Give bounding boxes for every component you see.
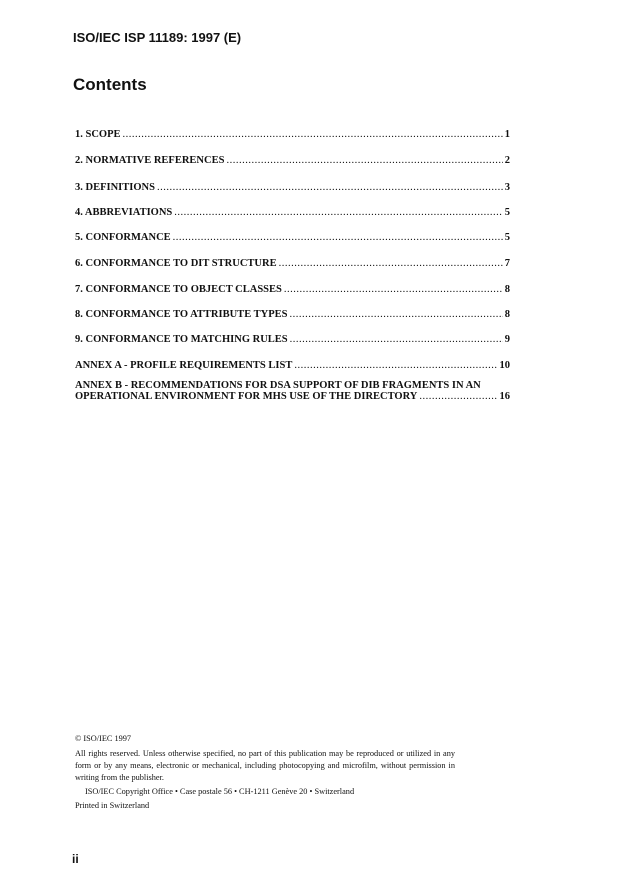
- toc-leader: [294, 360, 497, 371]
- toc-label: ANNEX A - PROFILE REQUIREMENTS LIST: [75, 360, 293, 371]
- toc-page: 8: [504, 284, 510, 295]
- toc-label: 2. NORMATIVE REFERENCES: [75, 155, 225, 166]
- toc-label: OPERATIONAL ENVIRONMENT FOR MHS USE OF THE DIRECTORY: [75, 391, 418, 402]
- toc-label: 5. CONFORMANCE: [75, 232, 171, 243]
- toc-entry-annex-b[interactable]: [75, 380, 510, 402]
- toc-entry[interactable]: [75, 207, 510, 218]
- toc-leader: [157, 182, 503, 193]
- toc-page: 5: [504, 232, 510, 243]
- toc-label: 8. CONFORMANCE TO ATTRIBUTE TYPES: [75, 309, 288, 320]
- toc-page: 8: [504, 309, 510, 320]
- toc-entry[interactable]: [75, 334, 510, 345]
- toc-page: 5: [504, 207, 510, 218]
- office-address: ISO/IEC Copyright Office • Case postale 56 • CH-1211 Genève 20 • Switzerland: [85, 787, 355, 796]
- toc-entry[interactable]: [75, 182, 510, 193]
- toc-leader: [419, 391, 497, 402]
- toc-label: 9. CONFORMANCE TO MATCHING RULES: [75, 334, 288, 345]
- copyright-line: © ISO/IEC 1997: [75, 734, 132, 743]
- toc-leader: [174, 207, 503, 218]
- toc-leader: [173, 232, 503, 243]
- toc-entry[interactable]: [75, 284, 510, 295]
- toc-label: 1. SCOPE: [75, 129, 121, 140]
- toc-entry[interactable]: [75, 360, 510, 371]
- toc-page: 1: [504, 129, 510, 140]
- page-title: Contents: [73, 75, 147, 94]
- toc-entry[interactable]: [75, 309, 510, 320]
- toc-leader: [123, 129, 503, 140]
- toc-leader: [290, 334, 503, 345]
- toc-leader: [289, 309, 502, 320]
- toc-page: 10: [499, 360, 510, 371]
- toc-entry[interactable]: [75, 232, 510, 243]
- toc-leader: [226, 155, 502, 166]
- toc-label: 6. CONFORMANCE TO DIT STRUCTURE: [75, 258, 277, 269]
- toc-leader: [284, 284, 503, 295]
- toc-page: 7: [504, 258, 510, 269]
- toc-page: 3: [504, 182, 510, 193]
- printed-in: Printed in Switzerland: [75, 801, 150, 810]
- toc-page: 2: [504, 155, 510, 166]
- toc-entry[interactable]: [75, 155, 510, 166]
- toc-entry[interactable]: [75, 258, 510, 269]
- rights-text: All rights reserved. Unless otherwise specified, no part of this publication may be reproduced or utilized in any form or by any means, electronic or mechanical, including photocopying and microfilm, without permission in writing from the publisher.: [75, 749, 455, 782]
- copyright-notice: [75, 733, 455, 812]
- running-header: ISO/IEC ISP 11189: 1997 (E): [73, 30, 242, 45]
- toc-label: 4. ABBREVIATIONS: [75, 207, 173, 218]
- toc-page: 9: [504, 334, 510, 345]
- toc-label: 3. DEFINITIONS: [75, 182, 155, 193]
- toc-leader: [279, 258, 503, 269]
- toc-label: ANNEX B - RECOMMENDATIONS FOR DSA SUPPORT OF DIB FRAGMENTS IN AN: [75, 380, 481, 391]
- toc-page: 16: [499, 391, 510, 402]
- page-number: ii: [72, 852, 79, 866]
- toc-entry[interactable]: [75, 129, 510, 140]
- toc-label: 7. CONFORMANCE TO OBJECT CLASSES: [75, 284, 282, 295]
